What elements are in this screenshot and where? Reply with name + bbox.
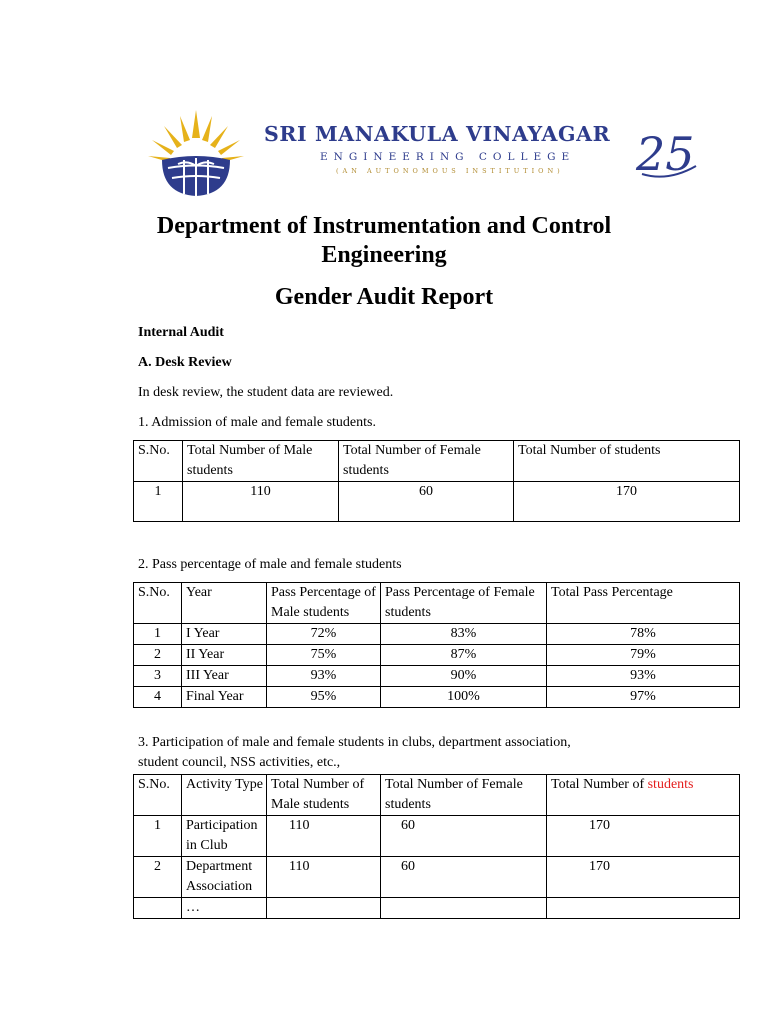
college-emblem-logo <box>144 108 248 198</box>
cell-sno: 3 <box>134 666 182 687</box>
table-row <box>134 898 740 919</box>
header-cell: S.No. <box>134 583 182 624</box>
pass-percentage-table <box>133 582 740 708</box>
header-text: Total Number of <box>551 777 645 792</box>
table-row <box>134 687 740 708</box>
section-1-heading: 1. Admission of male and female students. <box>138 415 376 430</box>
header-cell: Total Number of Male students <box>183 441 339 482</box>
cell-sno: 1 <box>134 624 182 645</box>
table-header-row <box>134 441 740 482</box>
cell-total: 170 <box>547 816 740 857</box>
cell-male: 110 <box>267 857 381 898</box>
header-cell: Total Number of students <box>514 441 740 482</box>
table-row <box>134 816 740 857</box>
header-cell: Pass Percentage of Female students <box>381 583 547 624</box>
desk-review-heading: A. Desk Review <box>138 355 232 370</box>
table-header-row <box>134 583 740 624</box>
section-2-heading: 2. Pass percentage of male and female students <box>138 557 402 572</box>
college-tagline: (AN AUTONOMOUS INSTITUTION) <box>336 167 564 175</box>
table-row <box>134 857 740 898</box>
table-row <box>134 624 740 645</box>
header-cell: Total Number of Female students <box>381 775 547 816</box>
participation-table <box>133 774 740 919</box>
cell-total: 170 <box>547 857 740 898</box>
cell-female-pass: 100% <box>381 687 547 708</box>
college-header <box>140 100 700 200</box>
cell-sno <box>134 898 182 919</box>
header-cell: Activity Type <box>182 775 267 816</box>
department-title-line1: Department of Instrumentation and Control <box>156 213 612 239</box>
silver-jubilee-logo <box>634 124 700 180</box>
college-subtitle: ENGINEERING COLLEGE <box>320 151 576 163</box>
header-cell: Pass Percentage of Male students <box>267 583 381 624</box>
cell-year: II Year <box>182 645 267 666</box>
section-3-heading-line2: student council, NSS activities, etc., <box>138 755 341 770</box>
cell-activity: Department Association <box>182 857 267 898</box>
header-cell: Total Number of Female students <box>339 441 514 482</box>
report-title: Gender Audit Report <box>274 284 494 310</box>
cell-sno: 4 <box>134 687 182 708</box>
cell-male: 110 <box>183 482 339 522</box>
header-cell: S.No. <box>134 775 182 816</box>
cell-total-pass: 79% <box>547 645 740 666</box>
internal-audit-heading: Internal Audit <box>138 325 224 340</box>
cell-sno: 2 <box>134 645 182 666</box>
cell-female-pass: 87% <box>381 645 547 666</box>
table-row <box>134 666 740 687</box>
department-title-line2: Engineering <box>321 242 447 268</box>
college-name: SRI MANAKULA VINAYAGAR <box>264 122 611 146</box>
cell-male <box>267 898 381 919</box>
header-cell: S.No. <box>134 441 183 482</box>
svg-text:25: 25 <box>636 127 695 180</box>
cell-female-pass: 90% <box>381 666 547 687</box>
table-row <box>134 482 740 522</box>
cell-male: 110 <box>267 816 381 857</box>
cell-female-pass: 83% <box>381 624 547 645</box>
cell-sno: 2 <box>134 857 182 898</box>
cell-total-pass: 93% <box>547 666 740 687</box>
cell-female <box>381 898 547 919</box>
cell-male-pass: 72% <box>267 624 381 645</box>
header-cell <box>547 775 740 816</box>
header-cell: Total Pass Percentage <box>547 583 740 624</box>
cell-male-pass: 95% <box>267 687 381 708</box>
cell-activity: Participation in Club <box>182 816 267 857</box>
table-row <box>134 645 740 666</box>
cell-male-pass: 93% <box>267 666 381 687</box>
cell-sno: 1 <box>134 816 182 857</box>
cell-year: III Year <box>182 666 267 687</box>
cell-female: 60 <box>381 857 547 898</box>
cell-female: 60 <box>381 816 547 857</box>
table-header-row <box>134 775 740 816</box>
admission-table <box>133 440 740 522</box>
cell-total: 170 <box>514 482 740 522</box>
cell-sno: 1 <box>134 482 183 522</box>
cell-total <box>547 898 740 919</box>
header-text-highlighted: students <box>647 777 694 792</box>
cell-year: I Year <box>182 624 267 645</box>
desk-review-intro: In desk review, the student data are reviewed. <box>138 385 394 400</box>
cell-male-pass: 75% <box>267 645 381 666</box>
department-title <box>134 212 634 270</box>
cell-female: 60 <box>339 482 514 522</box>
header-cell: Total Number of Male students <box>267 775 381 816</box>
cell-year: Final Year <box>182 687 267 708</box>
cell-total-pass: 78% <box>547 624 740 645</box>
cell-activity: … <box>182 898 267 919</box>
header-cell: Year <box>182 583 267 624</box>
section-3-heading-line1: 3. Participation of male and female students in clubs, department association, <box>138 735 571 750</box>
cell-total-pass: 97% <box>547 687 740 708</box>
